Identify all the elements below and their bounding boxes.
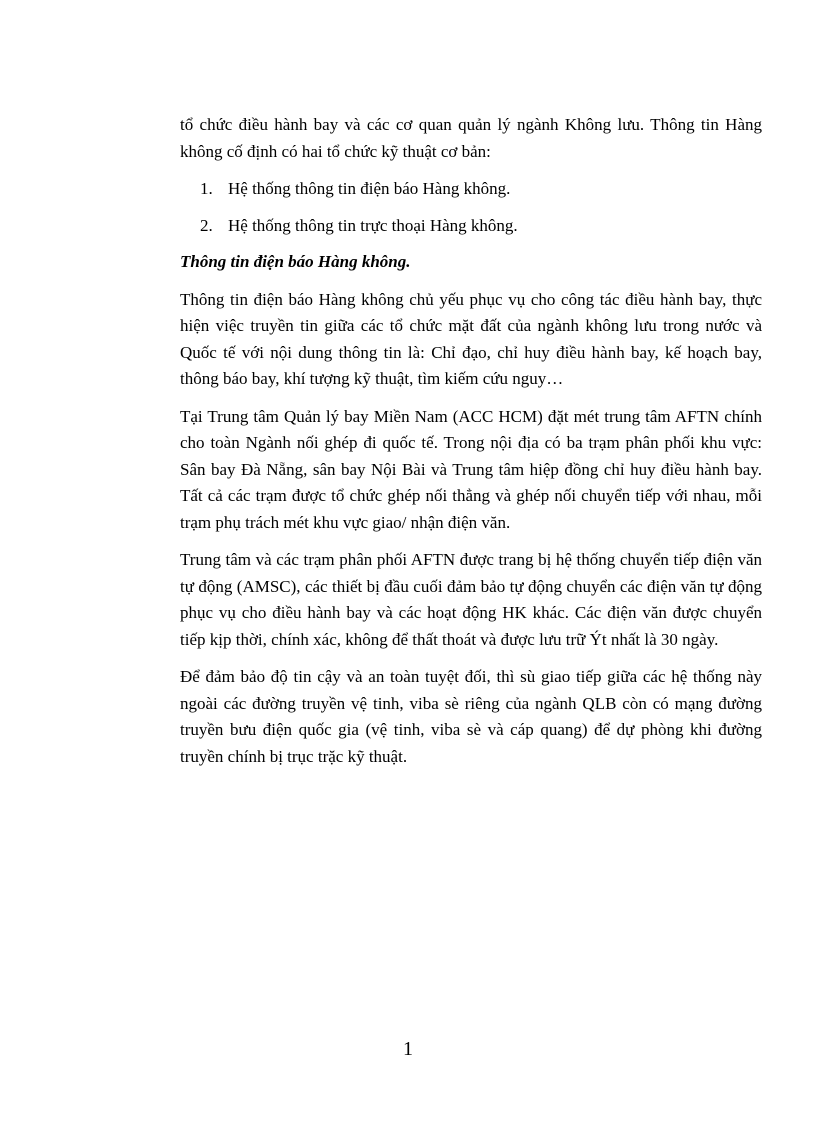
section-heading: Thông tin điện báo Hàng không. (180, 252, 411, 271)
document-body (180, 112, 762, 781)
paragraph-text: Trung tâm và các trạm phân phối AFTN được trang bị hệ thống chuyển tiếp điện văn tự động (AMSC), các thiết bị đầu cuối đảm bảo tự động chuyển các điện văn tự động phục vụ cho điều hành bay và các hoạt động HK khác. Các điện văn được chuyển tiếp kịp thời, chính xác, không để thất thoát và được lưu trữ Ýt nhất là 30 ngày. (180, 550, 762, 649)
paragraph-text: Thông tin điện báo Hàng không chủ yếu phục vụ cho công tác điều hành bay, thực hiện việc truyền tin giữa các tổ chức mặt đất của ngành không lưu trong nước và Quốc tế với nội dung thông tin là: Chỉ đạo, chỉ huy điều hành bay, kế hoạch bay, thông báo bay, khí tượng kỹ thuật, tìm kiếm cứu nguy… (180, 289, 762, 388)
paragraph-aftn-center (180, 404, 762, 537)
paragraph-amsc (180, 547, 762, 653)
list-item-text: Hệ thống thông tin trực thoại Hàng không. (228, 215, 518, 235)
page-number: 1 (403, 1038, 413, 1060)
intro-text: tổ chức điều hành bay và các cơ quan quản lý ngành Không lưu. Thông tin Hàng không cố định có hai tổ chức kỹ thuật cơ bản: (180, 115, 762, 161)
paragraph-text: Tại Trung tâm Quản lý bay Miền Nam (ACC HCM) đặt mét trung tâm AFTN chính cho toàn Ngành nối ghép đi quốc tế. Trong nội địa có ba trạm phân phối khu vực: Sân bay Đà Nẵng, sân bay Nội Bài và Trung tâm hiệp đồng chỉ huy điều hành bay. Tất cả các trạm được tổ chức ghép nối thẳng và ghép nối chuyển tiếp với nhau, mỗi trạm phụ trách mét khu vực giao/ nhận điện văn. (180, 406, 762, 532)
list-item (200, 176, 762, 203)
paragraph-redundancy (180, 664, 762, 770)
list-item-number: 1. (200, 179, 213, 198)
intro-paragraph (180, 112, 762, 165)
paragraph-aeronautical-telegraph (180, 287, 762, 393)
list-item-text: Hệ thống thông tin điện báo Hàng không. (228, 179, 511, 198)
technical-systems-list (200, 176, 762, 239)
list-item-number: 2. (200, 215, 213, 235)
list-item (200, 213, 762, 240)
paragraph-text: Để đảm bảo độ tin cậy và an toàn tuyệt đối, thì sù giao tiếp giữa các hệ thống này ngoài các đường truyền vệ tinh, viba sè riêng của ngành QLB còn có mạng đường truyền bưu điện quốc gia (vệ tinh, viba sè và cáp quang) để dự phòng khi đường truyền chính bị trục trặc kỹ thuật. (180, 667, 762, 766)
